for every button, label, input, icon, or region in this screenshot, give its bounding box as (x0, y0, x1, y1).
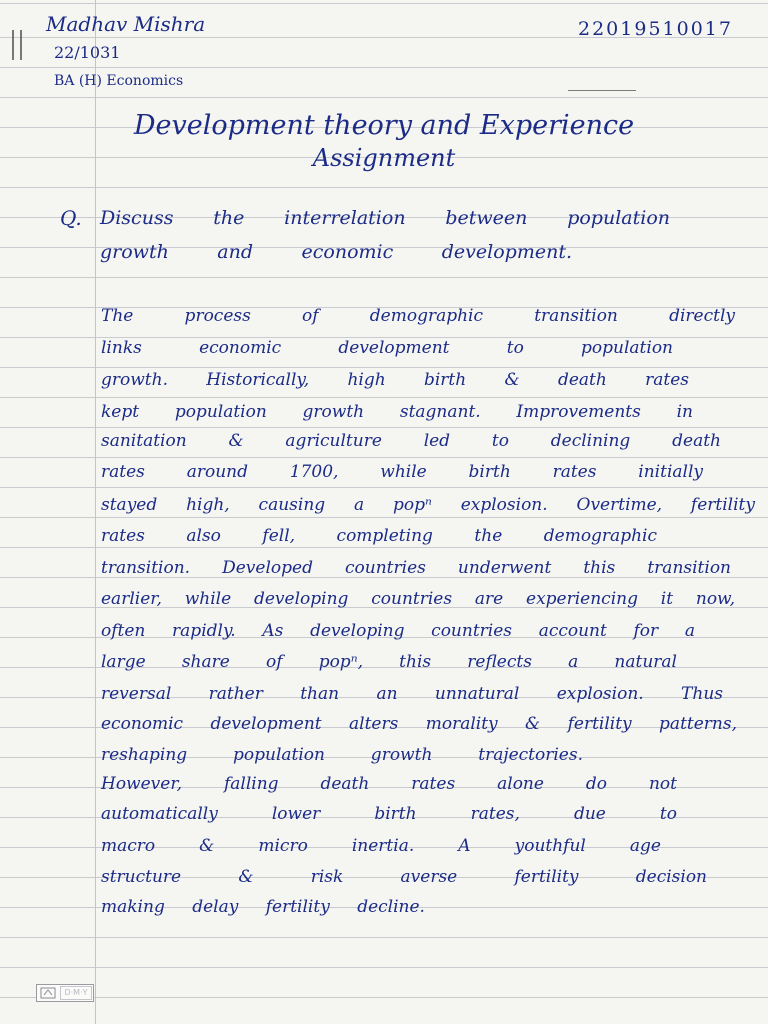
answer-line: reversal rather than an unnatural explosion. Thus (101, 684, 723, 704)
answer-line: stayed high, causing a popⁿ explosion. Overtime, fertility (101, 495, 755, 515)
question-number: Q. (60, 206, 82, 230)
answer-line: growth. Historically, high birth & death rates (101, 370, 689, 390)
answer-line: kept population growth stagnant. Improvements in (101, 402, 693, 422)
answer-line: The process of demographic transition directly (101, 306, 735, 326)
answer-line: making delay fertility decline. (101, 897, 425, 917)
answer-line: structure & risk averse fertility decision (101, 867, 707, 887)
answer-line: However, falling death rates alone do not (101, 774, 677, 794)
answer-line: transition. Developed countries underwent this transition (101, 558, 731, 578)
question-line: growth and economic development. (100, 241, 572, 263)
answer-line: rates also fell, completing the demographic (101, 526, 657, 546)
roll-short: 22/1031 (54, 43, 121, 62)
answer-line: reshaping population growth trajectories. (101, 745, 583, 765)
answer-line: economic development alters morality & fertility patterns, (101, 714, 737, 734)
binding-marks (12, 30, 22, 60)
notebook-logo-icon (40, 987, 56, 999)
date-line (568, 90, 636, 91)
page-footer-stamp (36, 984, 94, 1002)
page-subtitle: Assignment (312, 144, 456, 172)
course-label: BA (H) Economics (54, 73, 184, 89)
student-name: Madhav Mishra (46, 12, 206, 36)
answer-line: large share of popⁿ, this reflects a natural (101, 652, 677, 672)
answer-line: links economic development to population (101, 338, 673, 358)
footer-date-box: D·M·Y (60, 986, 92, 1000)
answer-line: often rapidly. As developing countries account for a (101, 621, 695, 641)
roll-number: 22019510017 (578, 18, 733, 40)
answer-line: rates around 1700, while birth rates initially (101, 462, 703, 482)
answer-line: earlier, while developing countries are experiencing it now, (101, 589, 735, 609)
page-title: Development theory and Experience (133, 110, 635, 141)
question-line: Discuss the interrelation between population (100, 207, 670, 229)
answer-line: macro & micro inertia. A youthful age (101, 836, 661, 856)
answer-line: sanitation & agriculture led to declining death (101, 431, 721, 451)
answer-line: automatically lower birth rates, due to (101, 804, 677, 824)
